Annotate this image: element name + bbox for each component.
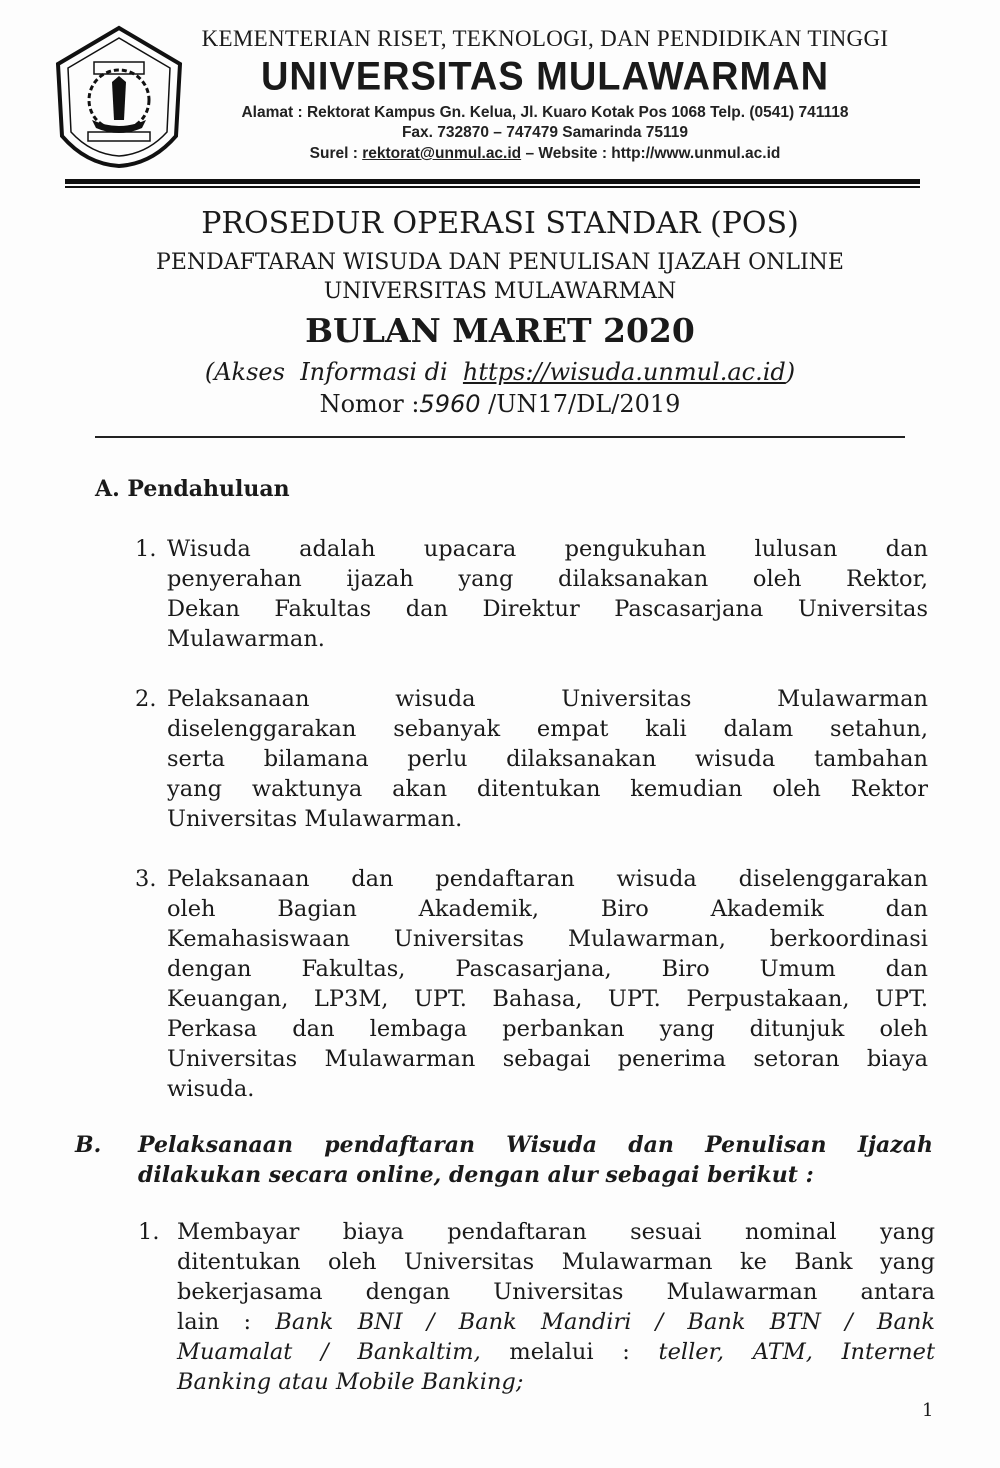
- letterhead-rule-thin: [65, 186, 920, 188]
- text-segment: Pelaksanaan dan pendaftaran wisuda diselenggarakan: [167, 866, 928, 892]
- italic-text: teller, ATM, Internet: [658, 1339, 935, 1365]
- text-line: [167, 894, 928, 924]
- text-line: [177, 1277, 935, 1307]
- item-text: [167, 864, 928, 1104]
- access-info: [0, 358, 1000, 386]
- document-subtitle: PENDAFTARAN WISUDA DAN PENULISAN IJAZAH ONLINE: [156, 250, 844, 275]
- item-text: [177, 1217, 935, 1397]
- university-logo: [52, 24, 187, 169]
- text-line: [167, 624, 928, 654]
- ministry-name: KEMENTERIAN RISET, TEKNOLOGI, DAN PENDIDIKAN TINGGI: [201, 26, 889, 51]
- nomor-label: Nomor :: [319, 390, 420, 418]
- document-title: PROSEDUR OPERASI STANDAR (POS): [201, 206, 799, 241]
- section-a-heading: A. Pendahuluan: [95, 476, 290, 502]
- text-segment: penyerahan ijazah yang dilaksanakan oleh Rektor,: [167, 566, 928, 592]
- document-period: BULAN MARET 2020: [305, 311, 695, 350]
- text-segment: wisuda.: [167, 1076, 255, 1102]
- text-line: [167, 594, 928, 624]
- text-segment: serta bilamana perlu dilaksanakan wisuda tambahan: [167, 746, 928, 772]
- fax: Fax. 732870 – 747479 Samarinda 75119: [401, 124, 689, 141]
- text-line: [167, 864, 928, 894]
- text-line: [167, 744, 928, 774]
- text-segment: melalui :: [480, 1339, 659, 1365]
- access-prefix: (Akses Informasi di: [204, 358, 463, 386]
- item-number: 3.: [135, 866, 157, 892]
- text-segment: diselenggarakan sebanyak empat kali dalam setahun,: [167, 716, 928, 742]
- text-segment: lain :: [177, 1309, 276, 1335]
- italic-text: Bank BNI / Bank Mandiri / Bank BTN / Bank: [275, 1309, 935, 1335]
- text-line: [177, 1247, 935, 1277]
- text-line: [167, 924, 928, 954]
- email-label: Surel :: [309, 145, 363, 162]
- contact-line: [200, 145, 890, 163]
- text-line: [177, 1337, 935, 1367]
- text-line: [167, 984, 928, 1014]
- item-number: 1.: [135, 536, 157, 562]
- text-line: [167, 1044, 928, 1074]
- text-segment: Wisuda adalah upacara pengukuhan lulusan dan: [167, 536, 928, 562]
- text-segment: Kemahasiswaan Universitas Mulawarman, berkoordinasi: [167, 926, 928, 952]
- text-line: [167, 564, 928, 594]
- italic-text: Banking atau Mobile Banking;: [177, 1369, 524, 1395]
- text-line: [167, 714, 928, 744]
- italic-text: Muamalat / Bankaltim,: [177, 1339, 481, 1365]
- item-text: [167, 534, 928, 654]
- text-segment: Pelaksanaan wisuda Universitas Mulawarman: [167, 686, 928, 712]
- text-line: [167, 1074, 928, 1104]
- text-line: [167, 774, 928, 804]
- text-line: [177, 1367, 935, 1397]
- section-b-letter: B.: [75, 1132, 102, 1158]
- document-subtitle-2: UNIVERSITAS MULAWARMAN: [323, 279, 677, 304]
- text-segment: Keuangan, LP3M, UPT. Bahasa, UPT. Perpustakaan, UPT.: [167, 986, 928, 1012]
- text-segment: ditentukan oleh Universitas Mulawarman ke Bank yang: [177, 1249, 935, 1275]
- text-segment: yang waktunya akan ditentukan kemudian oleh Rektor: [167, 776, 928, 802]
- university-name: UNIVERSITAS MULAWARMAN: [260, 54, 830, 100]
- item-text: [167, 684, 928, 834]
- nomor-handwritten: 5960: [419, 390, 481, 418]
- item-number: 2.: [135, 686, 157, 712]
- access-suffix: ): [785, 358, 796, 386]
- letterhead-rule: [65, 179, 920, 184]
- text-line: [167, 684, 928, 714]
- nomor-suffix: /UN17/DL/2019: [480, 390, 681, 418]
- text-line: [177, 1217, 935, 1247]
- section-b-heading: Pelaksanaan pendaftaran Wisuda dan Penulisan Ijazah dilakukan secara online, dengan alur sebagai berikut :: [138, 1132, 933, 1188]
- text-line: [177, 1307, 935, 1337]
- document-number: [0, 390, 1000, 418]
- page-number: 1: [922, 1400, 934, 1421]
- text-line: [167, 534, 928, 564]
- item-number: 1.: [138, 1219, 160, 1245]
- text-line: [167, 954, 928, 984]
- text-line: [167, 804, 928, 834]
- access-url[interactable]: https://wisuda.unmul.ac.id: [462, 358, 786, 386]
- text-segment: Dekan Fakultas dan Direktur Pascasarjana Universitas: [167, 596, 928, 622]
- text-segment: Mulawarman.: [167, 626, 325, 652]
- text-segment: Universitas Mulawarman sebagai penerima setoran biaya: [167, 1046, 928, 1072]
- address: Alamat : Rektorat Kampus Gn. Kelua, Jl. Kuaro Kotak Pos 1068 Telp. (0541) 741118: [241, 104, 849, 121]
- website[interactable]: – Website : http://www.unmul.ac.id: [521, 145, 781, 162]
- text-segment: bekerjasama dengan Universitas Mulawarman antara: [177, 1279, 935, 1305]
- email-link[interactable]: rektorat@unmul.ac.id: [362, 145, 522, 162]
- text-segment: Universitas Mulawarman.: [167, 806, 463, 832]
- text-segment: Perkasa dan lembaga perbankan yang ditunjuk oleh: [167, 1016, 928, 1042]
- text-segment: dengan Fakultas, Pascasarjana, Biro Umum dan: [167, 956, 928, 982]
- title-rule: [95, 436, 905, 438]
- text-segment: Membayar biaya pendaftaran sesuai nominal yang: [177, 1219, 935, 1245]
- text-segment: oleh Bagian Akademik, Biro Akademik dan: [167, 896, 928, 922]
- text-line: [167, 1014, 928, 1044]
